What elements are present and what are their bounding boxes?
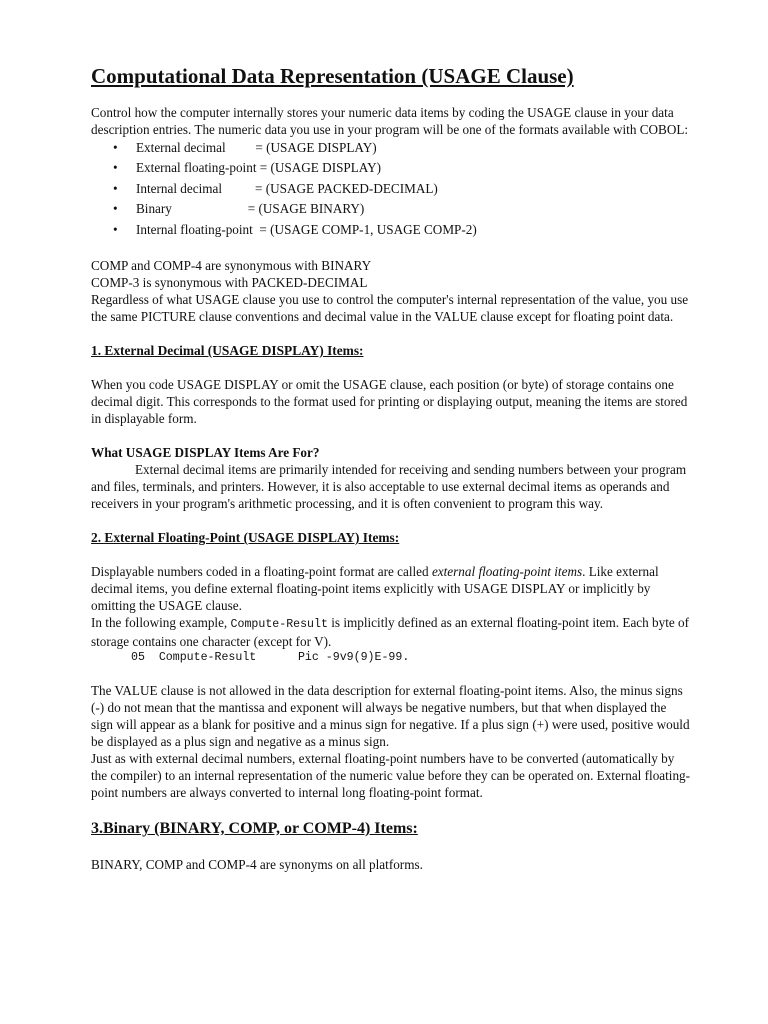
usage-formats-list [91,138,691,240]
synonym-comp-line: COMP and COMP-4 are synonymous with BINARY [91,258,372,274]
synonym-comp3-line: COMP-3 is synonymous with PACKED-DECIMAL [91,275,368,291]
code-example: 05 Compute-Result Pic -9v9(9)E-99. [131,651,410,665]
bullet-icon: • [113,160,118,176]
bullet-icon: • [113,180,118,196]
document-title: Computational Data Representation (USAGE Clause) [91,64,574,88]
list-item: • External floating-point = (USAGE DISPLAY) [91,158,691,178]
section3-heading: 3.Binary (BINARY, COMP, or COMP-4) Items: [91,820,418,838]
bullet-icon: • [113,140,118,155]
section2-paragraph-3: The VALUE clause is not allowed in the data description for external floating-point items. Also, the minus signs (-) do not mean that the mantissa and exponent will always be negative numbers, but that when displayed the sign will appear as a blank for positive and a minus sign for negative. If a plus sign (+) were used, positive would be displayed as a plus sign and negative as a minus sign. [91,683,690,750]
section3-paragraph: BINARY, COMP and COMP-4 are synonyms on all platforms. [91,857,423,873]
list-item: • Internal decimal = (USAGE PACKED-DECIMAL) [91,179,691,199]
regardless-paragraph: Regardless of what USAGE clause you use to control the computer's internal representation of the value, you use the same PICTURE clause conventions and decimal value in the VALUE clause except for floating point data. [91,292,689,325]
document-page [91,62,691,873]
section1-heading: 1. External Decimal (USAGE DISPLAY) Items: [91,343,364,359]
section2-paragraph-2: In the following example, Compute-Result is implicitly defined as an external floating-point item. Each byte of storage contains one character (except for V). [91,615,690,650]
list-item: • Binary = (USAGE BINARY) [91,199,691,219]
section1-paragraph: When you code USAGE DISPLAY or omit the USAGE clause, each position (or byte) of storage contains one decimal digit. This corresponds to the format used for printing or displaying output, meaning the items are stored in displayable form. [91,377,688,427]
section2-paragraph-4: Just as with external decimal numbers, external floating-point numbers have to be converted (automatically by the compiler) to an internal representation of the numeric value before they can be operated on. External floating-point numbers are always converted to internal long floating-point format. [91,751,691,801]
bullet-icon: • [113,201,118,217]
section2-heading: 2. External Floating-Point (USAGE DISPLAY) Items: [91,530,400,546]
section2-paragraph-1: Displayable numbers coded in a floating-point format are called external floating-point items. Like external decimal items, you define external floating-point items explicitly with USAGE DISPLAY or implicitly by omitting the USAGE clause. [91,564,659,614]
section1-subheading: What USAGE DISPLAY Items Are For? [91,445,320,461]
list-item: • External decimal = (USAGE DISPLAY) [91,138,691,158]
section1-subparagraph: External decimal items are primarily intended for receiving and sending numbers between your program and files, terminals, and printers. However, it is also acceptable to use external decimal items as operands and receivers in your program's arithmetic processing, and it is often convenient to program this way. [91,462,687,512]
inline-code: Compute-Result [230,618,328,632]
bullet-icon: • [113,221,118,237]
list-item: • Internal floating-point = (USAGE COMP-1, USAGE COMP-2) [91,220,691,240]
intro-paragraph: Control how the computer internally stores your numeric data items by coding the USAGE clause in your data description entries. The numeric data you use in your program will be one of the formats available with COBOL: [91,105,689,137]
